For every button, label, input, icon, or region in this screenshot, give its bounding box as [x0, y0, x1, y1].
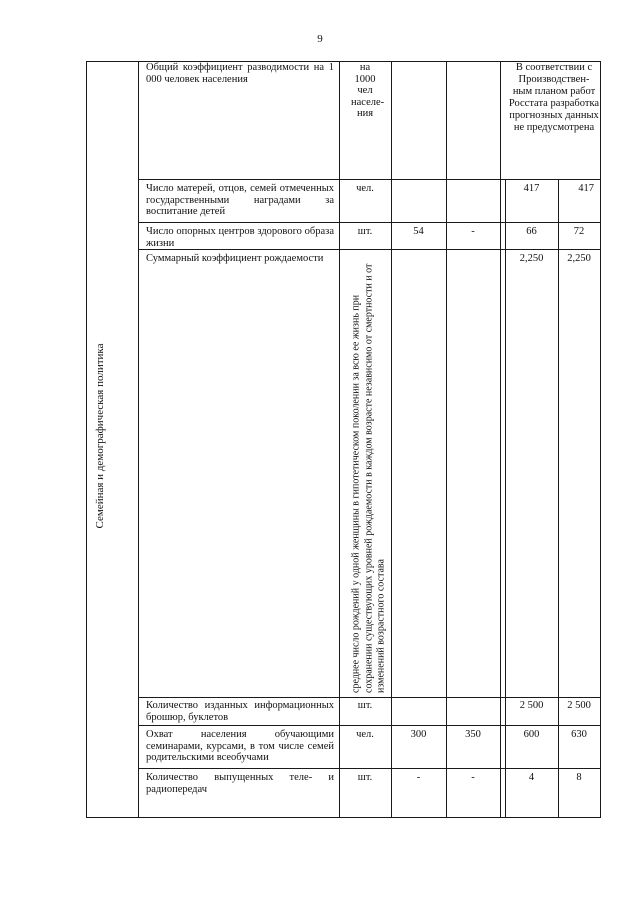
column-divider [391, 61, 392, 818]
value-cell-3: 600 [523, 729, 540, 740]
indicator-cell: Общий коэффициент разводимости на 1 000 человек населения [146, 62, 334, 85]
note-cell: В соответствии с Производствен- ным планом работ Росстата разработка прогнозных данных не предусмотрена [508, 62, 600, 133]
value-cell-2: - [471, 226, 475, 237]
column-divider [138, 61, 139, 818]
column-divider [558, 179, 559, 818]
value-cell-4: 8 [576, 772, 582, 783]
value-cell-1: - [416, 772, 421, 783]
row-divider [138, 725, 601, 726]
indicator-cell: Суммарный коэффициент рождаемости [146, 253, 324, 264]
page-number: 9 [317, 33, 323, 45]
unit-cell: чел. [356, 729, 374, 740]
row-divider [138, 249, 601, 250]
value-cell-2: - [471, 772, 475, 783]
value-cell-3: 4 [528, 772, 535, 783]
unit-cell: чел. [356, 183, 374, 194]
value-cell-3: 2,250 [519, 253, 544, 264]
column-divider [505, 179, 506, 818]
indicator-cell: Количество выпущенных теле- и радиопередач [146, 772, 334, 795]
column-divider [500, 61, 501, 818]
value-cell-4: 2,250 [567, 253, 591, 264]
table-border-right [600, 61, 601, 818]
row-divider [138, 768, 601, 769]
table-border-bottom [86, 817, 601, 818]
value-cell-3: 66 [526, 226, 537, 237]
unit-cell: шт. [357, 700, 373, 711]
value-cell-3: 417 [523, 183, 540, 194]
indicator-cell: Число опорных центров здорового образа жизни [146, 226, 334, 249]
value-cell-4: 417 [578, 183, 594, 194]
indicator-cell: Количество изданных информационных брошюр, буклетов [146, 700, 334, 723]
row-divider [138, 222, 601, 223]
value-cell-2: 350 [465, 729, 481, 740]
value-cell-1: 300 [410, 729, 427, 740]
table-border-left [86, 61, 87, 818]
value-cell-4: 72 [573, 226, 585, 237]
unit-cell: шт. [357, 772, 373, 783]
value-cell-4: 2 500 [567, 700, 591, 711]
row-divider [138, 179, 601, 180]
indicator-cell: Охват населения обучающими семинарами, курсами, в том числе семей родительскими всеобучами [146, 729, 334, 763]
value-cell-4: 630 [571, 729, 587, 740]
section-label: Семейная и демографическая политика [94, 343, 106, 529]
unit-cell-vertical: среднее число рождений у одной женщины в гипотетическом поколении за всю ее жизнь при сохранении существующих уровней рождаемости в каждом возрасте независимо от смертности и от изменений возрастного состава [350, 263, 387, 693]
column-divider [446, 61, 447, 818]
value-cell-1: 54 [413, 226, 424, 237]
unit-cell: на 1000 чел населе- ния [351, 62, 385, 119]
unit-cell: шт. [357, 226, 373, 237]
value-cell-3: 2 500 [519, 700, 544, 711]
indicator-cell: Число матерей, отцов, семей отмеченных государственными наградами за воспитание детей [146, 183, 334, 217]
column-divider [339, 61, 340, 818]
row-divider [138, 697, 601, 698]
